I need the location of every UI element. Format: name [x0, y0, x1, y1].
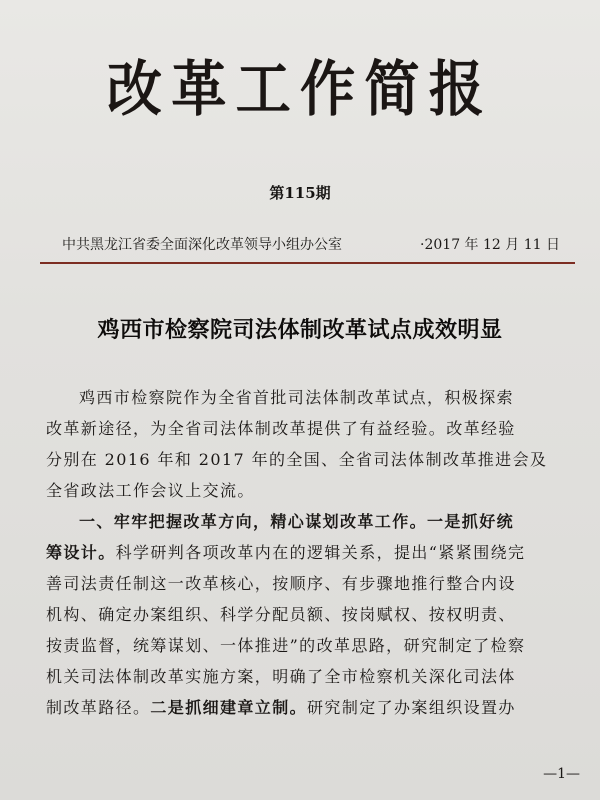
body-line: [46, 692, 566, 723]
subsection-heading: 筹设计。: [46, 543, 116, 562]
body-line: [46, 506, 566, 537]
header-rule: [40, 262, 575, 264]
page-number: —1—: [543, 766, 580, 782]
body-text: 研究制定了办案组织设置办: [307, 698, 516, 717]
article-body: [46, 382, 566, 723]
body-line: 善司法责任制这一改革核心，按顺序、有步骤地推行整合内设: [46, 574, 516, 593]
body-line: 全省政法工作会议上交流。: [46, 481, 255, 500]
body-line: 改革新途径，为全省司法体制改革提供了有益经验。改革经验: [46, 419, 516, 438]
issuer-organization: 中共黑龙江省委全面深化改革领导小组办公室: [62, 237, 342, 253]
body-line: 机构、确定办案组织、科学分配员额、按岗赋权、按权明责、: [46, 605, 516, 624]
body-line: 按责监督，统筹谋划、一体推进”的改革思路，研究制定了检察: [46, 636, 526, 655]
masthead-title: 改革工作简报: [106, 55, 494, 125]
issuer-line: [62, 234, 560, 254]
body-text: 科学研判各项改革内在的逻辑关系，提出“紧紧围绕完: [115, 543, 526, 562]
issue-date: ·2017 年 12 月 11 日: [420, 237, 560, 253]
body-line: 机关司法体制改革实施方案，明确了全市检察机关深化司法体: [46, 667, 516, 686]
body-text: 制改革路径。: [46, 698, 151, 717]
body-line: 分别在 2016 年和 2017 年的全国、全省司法体制改革推进会及: [46, 450, 548, 469]
body-line: [46, 537, 566, 568]
article-headline: 鸡西市检察院司法体制改革试点成效明显: [97, 317, 503, 343]
issue-number: 第115期: [269, 184, 331, 202]
body-line: 鸡西市检察院作为全省首批司法体制改革试点，积极探索: [79, 388, 515, 407]
section-heading: 一、牢牢把握改革方向，精心谋划改革工作。一是抓好统: [79, 512, 515, 531]
subsection-heading: 二是抓细建章立制。: [150, 698, 308, 717]
